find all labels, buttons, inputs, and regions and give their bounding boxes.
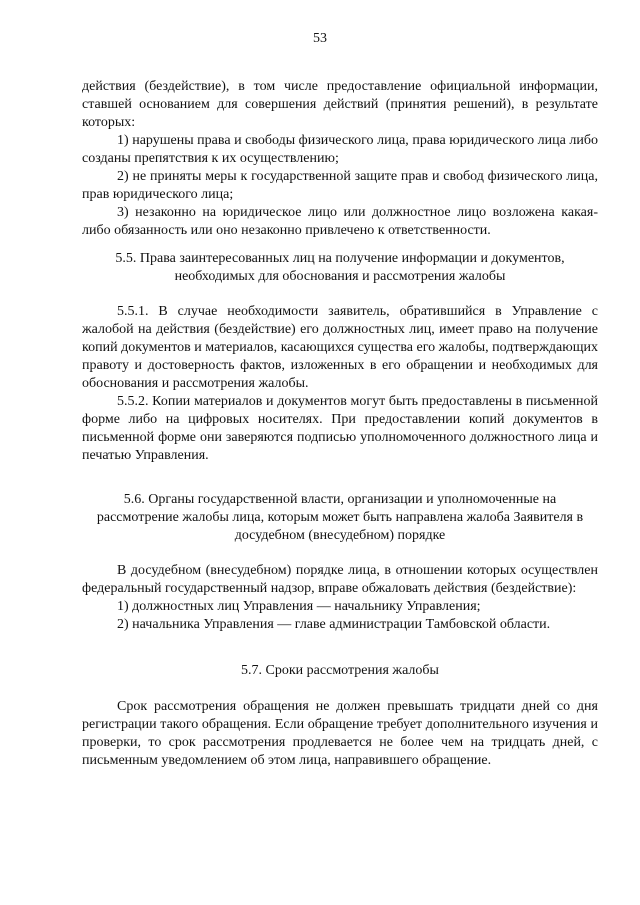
section-5-6-heading: 5.6. Органы государственной власти, организации и уполномоченные на рассмотрение жалобы лица, которым может быть направлена жалоба Заявителя в досудебном (внесудебном) порядке (96, 492, 584, 543)
section-5-6-body (82, 562, 598, 634)
section-5-7-body (82, 698, 598, 770)
paragraph-5-5-1: 5.5.1. В случае необходимости заявитель, обратившийся в Управление с жалобой на действия (бездействие) его должностных лиц, имеет право на получение копий документов и материалов, касающихся существа его жалобы, подтверждающих правоту и достоверность фактов, изложенных в его обращении и необходимых для обоснования и рассмотрения жалобы. (82, 304, 598, 391)
intro-item-3: 3) незаконно на юридическое лицо или должностное лицо возложена какая-либо обязанность или оно незаконно привлечено к ответственности. (82, 205, 598, 238)
section-5-7-heading-block (82, 662, 598, 680)
section-5-5-body (82, 303, 598, 465)
section-5-6-item-1: 1) должностных лиц Управления — начальнику Управления; (117, 599, 481, 614)
section-5-6-item-2: 2) начальника Управления — главе администрации Тамбовской области. (117, 617, 551, 632)
intro-item-2: 2) не приняты меры к государственной защите прав и свобод физического лица, прав юридического лица; (82, 169, 598, 202)
intro-item-1: 1) нарушены права и свободы физического лица, права юридического лица либо созданы препятствия к их осуществлению; (82, 133, 598, 166)
section-5-7-heading: 5.7. Сроки рассмотрения жалобы (241, 663, 439, 678)
intro-lead: действия (бездействие), в том числе предоставление официальной информации, ставшей основанием для совершения действий (принятия решений), в результате которых: (82, 79, 598, 130)
section-5-7-paragraph: Срок рассмотрения обращения не должен превышать тридцати дней со дня регистрации такого обращения. Если обращение требует дополнительного изучения и проверки, то срок рассмотрения продлевается не более чем на тридцать дней, с письменным уведомлением об этом лица, направившего обращение. (82, 699, 598, 768)
intro-block (82, 78, 598, 240)
section-5-6-lead: В досудебном (внесудебном) порядке лица, в отношении которых осуществлен федеральный государственный надзор, вправе обжаловать действия (бездействие): (82, 563, 598, 596)
page-number: 53 (313, 31, 327, 46)
section-5-6-heading-block (84, 491, 596, 545)
paragraph-5-5-2: 5.5.2. Копии материалов и документов могут быть предоставлены в письменной форме либо на цифровых носителях. При предоставлении копий документов в письменной форме они заверяются подписью уполномоченного должностного лица и печатью Управления. (82, 394, 598, 463)
section-5-5-heading: 5.5. Права заинтересованных лиц на получение информации и документов, необходимых для обоснования и рассмотрения жалобы (115, 251, 565, 284)
section-5-5-heading-block (112, 250, 568, 286)
